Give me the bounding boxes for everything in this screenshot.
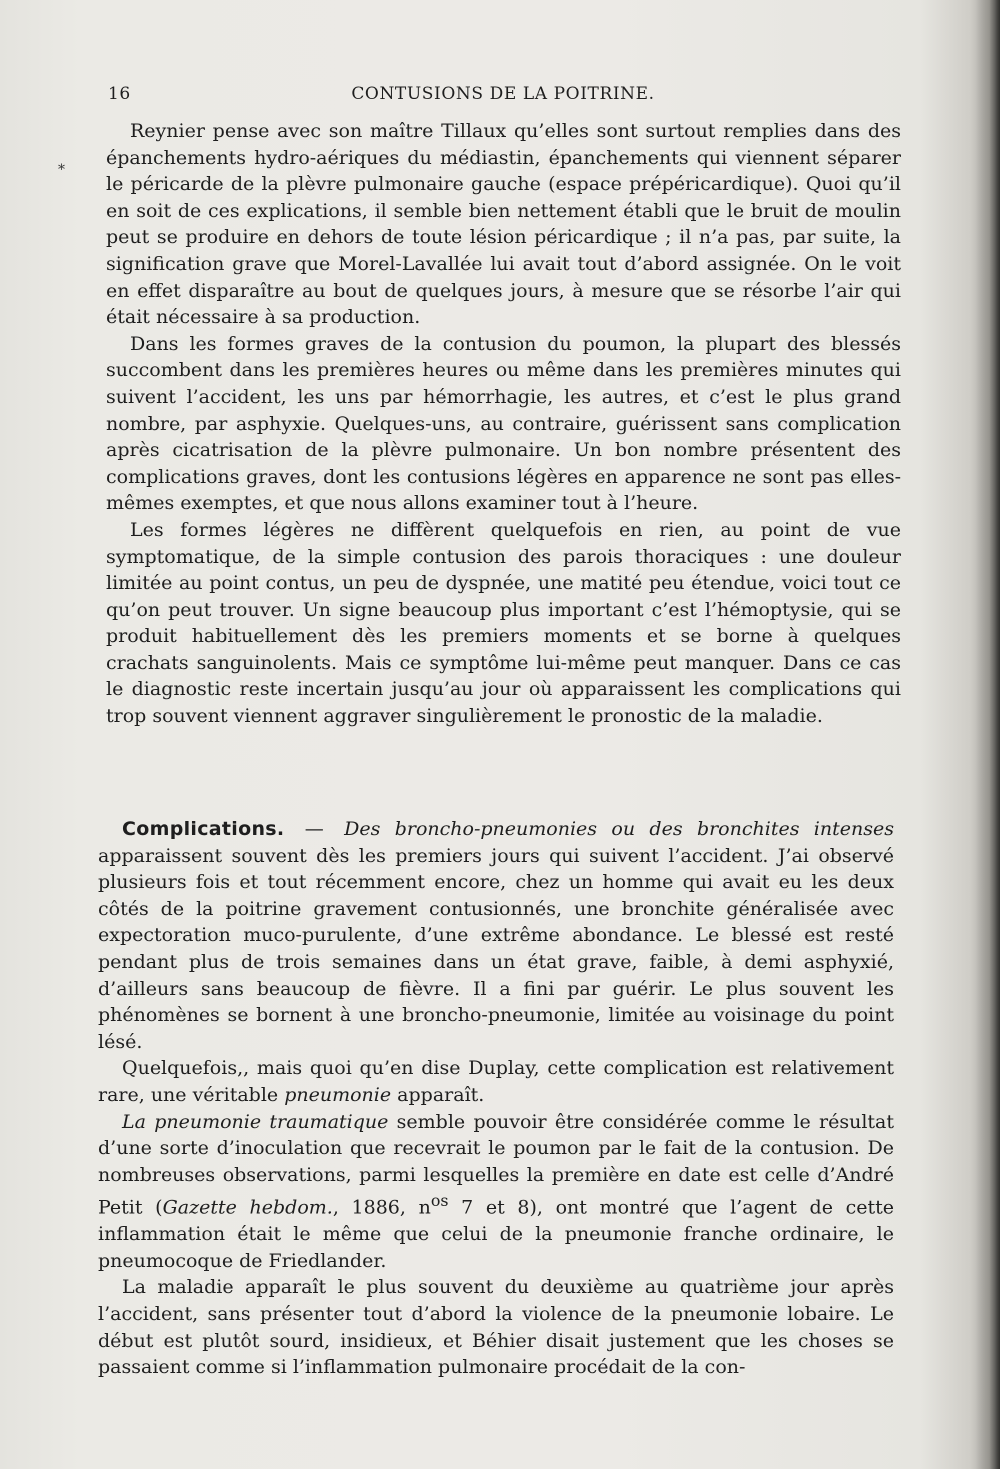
paragraph: [98, 1109, 894, 1275]
citation-title: Gazette hebdom.: [162, 1196, 333, 1219]
page-gutter-shadow: [976, 0, 1000, 1469]
heading-italic: Des broncho-pneumonies ou des bronchites intenses: [344, 818, 894, 840]
paragraph-text: apparaissent souvent dès les premiers jours qui suivent l’accident. J’ai observé plusieurs fois et tout récemment encore, chez un homme qui avait eu les deux côtés de la poitrine gravement contusionnés, une bronchite généralisée avec expectoration muco-purulente, d’une extrême abondance. Le blessé est resté pendant plus de trois semaines dans un état grave, faible, à demi asphyxié, d’ailleurs sans beaucoup de fièvre. Il a fini par guérir. Le plus souvent les phénomènes se bornent à une broncho-pneumonie, limitée au voisinage du point lésé.: [98, 844, 894, 1053]
italic-term: La pneumonie traumatique: [122, 1110, 389, 1133]
italic-term: pneumonie: [284, 1083, 392, 1106]
section-complications: [98, 816, 894, 1381]
heading-dash: —: [304, 818, 324, 840]
margin-mark: *: [58, 162, 65, 178]
running-title: CONTUSIONS DE LA POITRINE.: [351, 84, 655, 104]
paragraph-text: , 1886, n: [332, 1196, 431, 1219]
running-header: [108, 84, 898, 110]
paragraph: La maladie apparaît le plus souvent du deuxième au quatrième jour après l’accident, sans présenter tout d’abord la violence de la pneumonie lobaire. Le début est plutôt sourd, insidieux, et Béhier disait justement que les choses se passaient comme si l’inflammation pulmonaire procédait de la con-: [98, 1276, 894, 1379]
paragraph: Dans les formes graves de la contusion du poumon, la plupart des blessés succombent dans les premières heures ou même dans les premières minutes qui suivent l’accident, les uns par hémorrhagie, les autres, et c’est le plus grand nombre, par asphyxie. Quelques-uns, au contraire, guérissent sans complication après cicatrisation de la plèvre pulmonaire. Un bon nombre présentent des complications graves, dont les contusions légères en apparence ne sont pas elles-mêmes exemptes, et que nous allons examiner tout à l’heure.: [106, 332, 901, 515]
paragraph-text: apparaît.: [397, 1083, 485, 1106]
superscript: os: [430, 1191, 449, 1211]
paragraph: Les formes légères ne diffèrent quelquefois en rien, au point de vue symptomatique, de la simple contusion des parois thoraciques : une douleur limitée au point contus, un peu de dyspnée, une matité peu étendue, voici tout ce qu’on peut trouver. Un signe beaucoup plus important c’est l’hémoptysie, qui se produit habituellement dès les premiers moments et se borne à quelques crachats sanguinolents. Mais ce symptôme lui-même peut manquer. Dans ce cas le diagnostic reste incertain jusqu’au jour où apparaissent les complications qui trop souvent viennent aggraver singulièrement le pronostic de la maladie.: [106, 518, 901, 728]
paragraph-text: Quelquefois,, mais quoi qu’en dise Duplay, cette complication est relativement rare, une véritable: [98, 1057, 894, 1106]
paragraph-text: 7 et 8), ont montré que l’agent de cette inflammation était le même que celui de la pneumonie franche ordinaire, le pneumocoque de Friedlander.: [98, 1196, 894, 1272]
paragraph: Reynier pense avec son maître Tillaux qu’elles sont surtout remplies dans des épanchements hydro-aériques du médiastin, épanchements qui viennent séparer le péricarde de la plèvre pulmonaire gauche (espace prépéricardique). Quoi qu’il en soit de ces explications, il semble bien nettement établi que le bruit de moulin peut se produire en dehors de toute lésion péricardique ; il n’a pas, par suite, la signification grave que Morel-Lavallée lui avait tout d’abord assignée. On le voit en effet disparaître au bout de quelques jours, à mesure que se résorbe l’air qui était nécessaire à sa production.: [106, 120, 901, 329]
paragraph-complications: [98, 816, 894, 1055]
section-heading: Complications.: [122, 818, 285, 840]
page-number: 16: [108, 84, 131, 104]
paragraph-text: semble pouvoir être considérée comme le résultat d’une sorte d’inoculation que recevrait le poumon par le fait de la contusion. De nombreuses observations, parmi lesquelles la première en date est celle d’André Petit (: [98, 1110, 894, 1219]
paragraph: [98, 1055, 894, 1108]
section-intro: [106, 118, 901, 730]
